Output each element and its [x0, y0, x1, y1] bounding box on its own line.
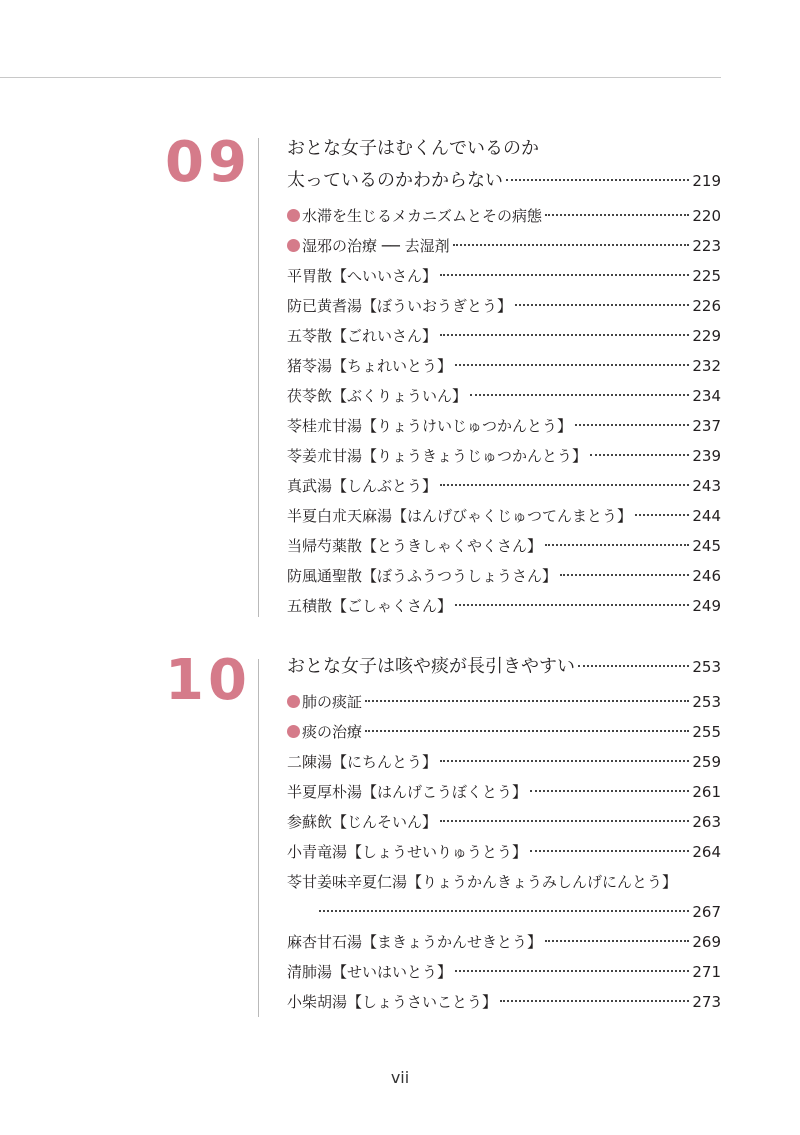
entry-label: 小柴胡湯【しょうさいことう】	[287, 993, 498, 1011]
toc-entry-continuation[interactable]	[287, 897, 721, 927]
leader-dots	[506, 179, 689, 181]
page-number: 234	[692, 387, 721, 405]
page-number: 267	[692, 903, 721, 921]
chapter-entries	[287, 651, 721, 1017]
entry-label: 防風通聖散【ぼうふうつうしょうさん】	[287, 567, 558, 585]
entry-label: 麻杏甘石湯【まきょうかんせきとう】	[287, 933, 543, 951]
page-number: 273	[692, 993, 721, 1011]
toc-entry[interactable]	[287, 777, 721, 807]
entry-label: 苓甘姜味辛夏仁湯【りょうかんきょうみしんげにんとう】	[287, 873, 678, 891]
page-number: 255	[692, 723, 721, 741]
entry-label: 苓桂朮甘湯【りょうけいじゅつかんとう】	[287, 417, 573, 435]
entry-list	[287, 687, 721, 1017]
leader-dots	[455, 970, 689, 972]
toc-entry[interactable]	[287, 837, 721, 867]
toc-entry[interactable]	[287, 687, 721, 717]
chapter-divider	[258, 138, 259, 617]
toc-entry[interactable]	[287, 411, 721, 441]
leader-dots	[560, 574, 689, 576]
toc-entry[interactable]	[287, 351, 721, 381]
chapter-divider	[258, 659, 259, 1017]
entry-label: 水滞を生じるメカニズムとその病態	[302, 207, 543, 225]
page-number: 219	[692, 172, 721, 190]
page-number: 226	[692, 297, 721, 315]
chapter-title-line: おとな女子はむくんでいるのか	[287, 138, 539, 159]
entry-label: 肺の痰証	[302, 693, 363, 711]
leader-dots	[545, 214, 689, 216]
leader-dots	[470, 394, 689, 396]
chapter-entries	[287, 133, 721, 621]
page-number: 244	[692, 507, 721, 525]
leader-dots	[578, 665, 689, 667]
page-number: 246	[692, 567, 721, 585]
toc-entry[interactable]	[287, 321, 721, 351]
leader-dots	[545, 544, 689, 546]
chapter-number: 09	[165, 130, 251, 195]
entry-label: 平胃散【へいいさん】	[287, 267, 438, 285]
leader-dots	[530, 790, 689, 792]
entry-label: 五積散【ごしゃくさん】	[287, 597, 453, 615]
leader-dots	[440, 334, 689, 336]
entry-label: 半夏白朮天麻湯【はんげびゃくじゅつてんまとう】	[287, 507, 633, 525]
toc-entry[interactable]	[287, 531, 721, 561]
page-number: 271	[692, 963, 721, 981]
page-number: 261	[692, 783, 721, 801]
leader-dots	[319, 910, 689, 912]
toc-entry[interactable]	[287, 717, 721, 747]
entry-label: 参蘇飲【じんそいん】	[287, 813, 438, 831]
chapter-number: 10	[165, 648, 251, 713]
leader-dots	[440, 820, 689, 822]
toc-entry[interactable]	[287, 957, 721, 987]
entry-list	[287, 201, 721, 621]
page-number: 237	[692, 417, 721, 435]
page-number: 264	[692, 843, 721, 861]
entry-label: 小青竜湯【しょうせいりゅうとう】	[287, 843, 528, 861]
chapter-title-row[interactable]: おとな女子は咳や痰が長引きやすい 253	[287, 651, 721, 683]
leader-dots	[365, 730, 689, 732]
toc-entry[interactable]	[287, 927, 721, 957]
entry-label: 二陳湯【にちんとう】	[287, 753, 438, 771]
entry-label: 真武湯【しんぶとう】	[287, 477, 438, 495]
entry-label: 痰の治療	[302, 723, 363, 741]
page-number: 223	[692, 237, 721, 255]
bullet-dot-icon	[287, 725, 300, 738]
page-folio: vii	[390, 1068, 410, 1087]
entry-label: 猪苓湯【ちょれいとう】	[287, 357, 453, 375]
toc-entry[interactable]	[287, 867, 721, 897]
leader-dots	[365, 700, 689, 702]
toc-entry[interactable]	[287, 591, 721, 621]
leader-dots	[635, 514, 689, 516]
leader-dots	[453, 244, 690, 246]
toc-entry[interactable]	[287, 231, 721, 261]
leader-dots	[440, 760, 689, 762]
page-number: 253	[692, 693, 721, 711]
page-number: 243	[692, 477, 721, 495]
entry-label: 半夏厚朴湯【はんげこうぼくとう】	[287, 783, 528, 801]
leader-dots	[590, 454, 689, 456]
entry-label: 当帰芍薬散【とうきしゃくやくさん】	[287, 537, 543, 555]
toc-entry[interactable]	[287, 381, 721, 411]
toc-entry[interactable]	[287, 201, 721, 231]
entry-label: 五苓散【ごれいさん】	[287, 327, 438, 345]
chapter-title-row[interactable]: 太っているのかわからない 219	[287, 165, 721, 197]
leader-dots	[530, 850, 689, 852]
page-number: 225	[692, 267, 721, 285]
toc-entry[interactable]	[287, 501, 721, 531]
page-number: 220	[692, 207, 721, 225]
toc-entry[interactable]	[287, 987, 721, 1017]
header-rule	[0, 77, 721, 78]
entry-label: 茯苓飲【ぶくりょういん】	[287, 387, 468, 405]
leader-dots	[440, 274, 689, 276]
page-number: 253	[692, 658, 721, 676]
page-number: 269	[692, 933, 721, 951]
entry-label: 苓姜朮甘湯【りょうきょうじゅつかんとう】	[287, 447, 588, 465]
bullet-dot-icon	[287, 209, 300, 222]
toc-entry[interactable]	[287, 291, 721, 321]
entry-label: 湿邪の治療 ── 去湿剤	[302, 237, 450, 255]
leader-dots	[545, 940, 689, 942]
toc-entry[interactable]	[287, 747, 721, 777]
toc-entry[interactable]	[287, 441, 721, 471]
toc-entry[interactable]	[287, 561, 721, 591]
entry-label: 防已黄耆湯【ぼういおうぎとう】	[287, 297, 513, 315]
leader-dots	[575, 424, 689, 426]
leader-dots	[455, 604, 689, 606]
page-number: 245	[692, 537, 721, 555]
page-number: 232	[692, 357, 721, 375]
leader-dots	[515, 304, 689, 306]
toc-entry[interactable]	[287, 261, 721, 291]
page-number: 263	[692, 813, 721, 831]
leader-dots	[500, 1000, 689, 1002]
page-number: 239	[692, 447, 721, 465]
leader-dots	[440, 484, 689, 486]
leader-dots	[455, 364, 689, 366]
toc-entry[interactable]	[287, 807, 721, 837]
bullet-dot-icon	[287, 239, 300, 252]
toc-entry[interactable]	[287, 471, 721, 501]
page-number: 259	[692, 753, 721, 771]
page-number: 249	[692, 597, 721, 615]
entry-label: 清肺湯【せいはいとう】	[287, 963, 453, 981]
bullet-dot-icon	[287, 695, 300, 708]
page-number: 229	[692, 327, 721, 345]
